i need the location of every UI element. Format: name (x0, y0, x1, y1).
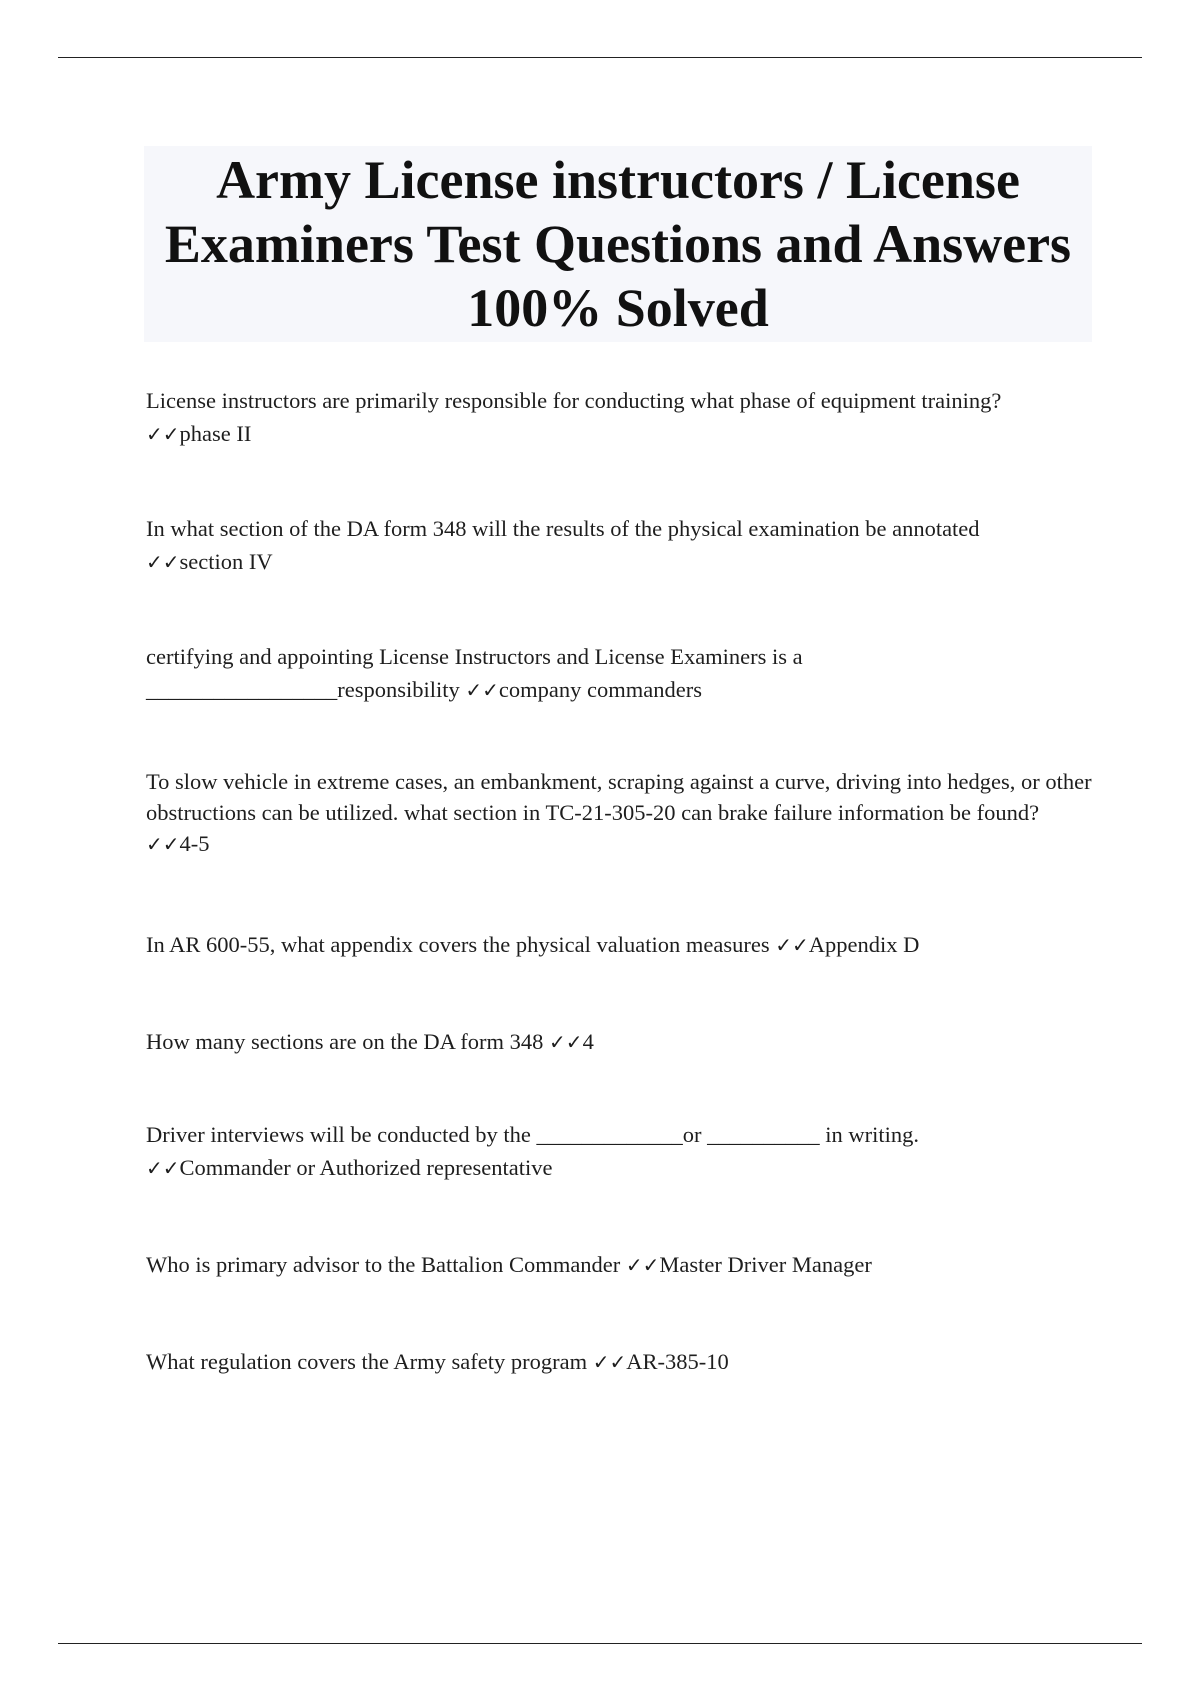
double-check-icon: ✓✓ (146, 550, 180, 574)
answer-text: Master Driver Manager (659, 1252, 872, 1277)
qa-item-1 (146, 384, 1096, 451)
page-title: Army License instructors / License Examiners Test Questions and Answers 100% Solved (164, 150, 1072, 338)
question-text: Driver interviews will be conducted by the _____________or __________ in writing. (146, 1122, 919, 1147)
qa-item-5 (146, 928, 1096, 962)
question-text: How many sections are on the DA form 348 (146, 1029, 544, 1054)
qa-item-8 (146, 1248, 1096, 1282)
qa-item-9 (146, 1345, 1096, 1379)
qa-item-2 (146, 512, 1096, 579)
qa-item-3 (146, 640, 1096, 707)
double-check-icon: ✓✓ (625, 1253, 660, 1277)
answer-text: section IV (179, 549, 273, 574)
question-text: To slow vehicle in extreme cases, an embankment, scraping against a curve, driving into hedges, or other obstructions can be utilized. what section in TC-21-305-20 can brake failure information be found? (146, 769, 1092, 825)
question-text: What regulation covers the Army safety program (146, 1349, 588, 1374)
question-text: certifying and appointing License Instructors and License Examiners is a _________________responsibility (146, 644, 803, 702)
answer-text: AR-385-10 (626, 1349, 729, 1374)
answer-text: 4 (582, 1029, 594, 1054)
double-check-icon: ✓✓ (146, 422, 180, 446)
answer-text: phase II (179, 421, 252, 446)
question-text: In what section of the DA form 348 will the results of the physical examination be annotated (146, 516, 980, 541)
answer-text: Appendix D (808, 932, 920, 957)
double-check-icon: ✓✓ (146, 832, 180, 856)
title-banner (144, 146, 1092, 342)
double-check-icon: ✓✓ (146, 1156, 180, 1180)
answer-text: Commander or Authorized representative (179, 1155, 553, 1180)
answer-text: company commanders (498, 677, 702, 702)
top-rule (58, 57, 1142, 58)
question-text: In AR 600-55, what appendix covers the physical valuation measures (146, 932, 770, 957)
question-text: Who is primary advisor to the Battalion Commander (146, 1252, 621, 1277)
qa-item-6 (146, 1025, 1096, 1059)
question-text: License instructors are primarily responsible for conducting what phase of equipment training? (146, 388, 1002, 413)
qa-item-4 (146, 766, 1096, 860)
double-check-icon: ✓✓ (465, 678, 499, 702)
qa-item-7 (146, 1118, 1096, 1185)
double-check-icon: ✓✓ (592, 1350, 627, 1374)
double-check-icon: ✓✓ (549, 1030, 583, 1054)
answer-text: 4-5 (179, 831, 210, 856)
double-check-icon: ✓✓ (775, 933, 809, 957)
bottom-rule (58, 1643, 1142, 1644)
